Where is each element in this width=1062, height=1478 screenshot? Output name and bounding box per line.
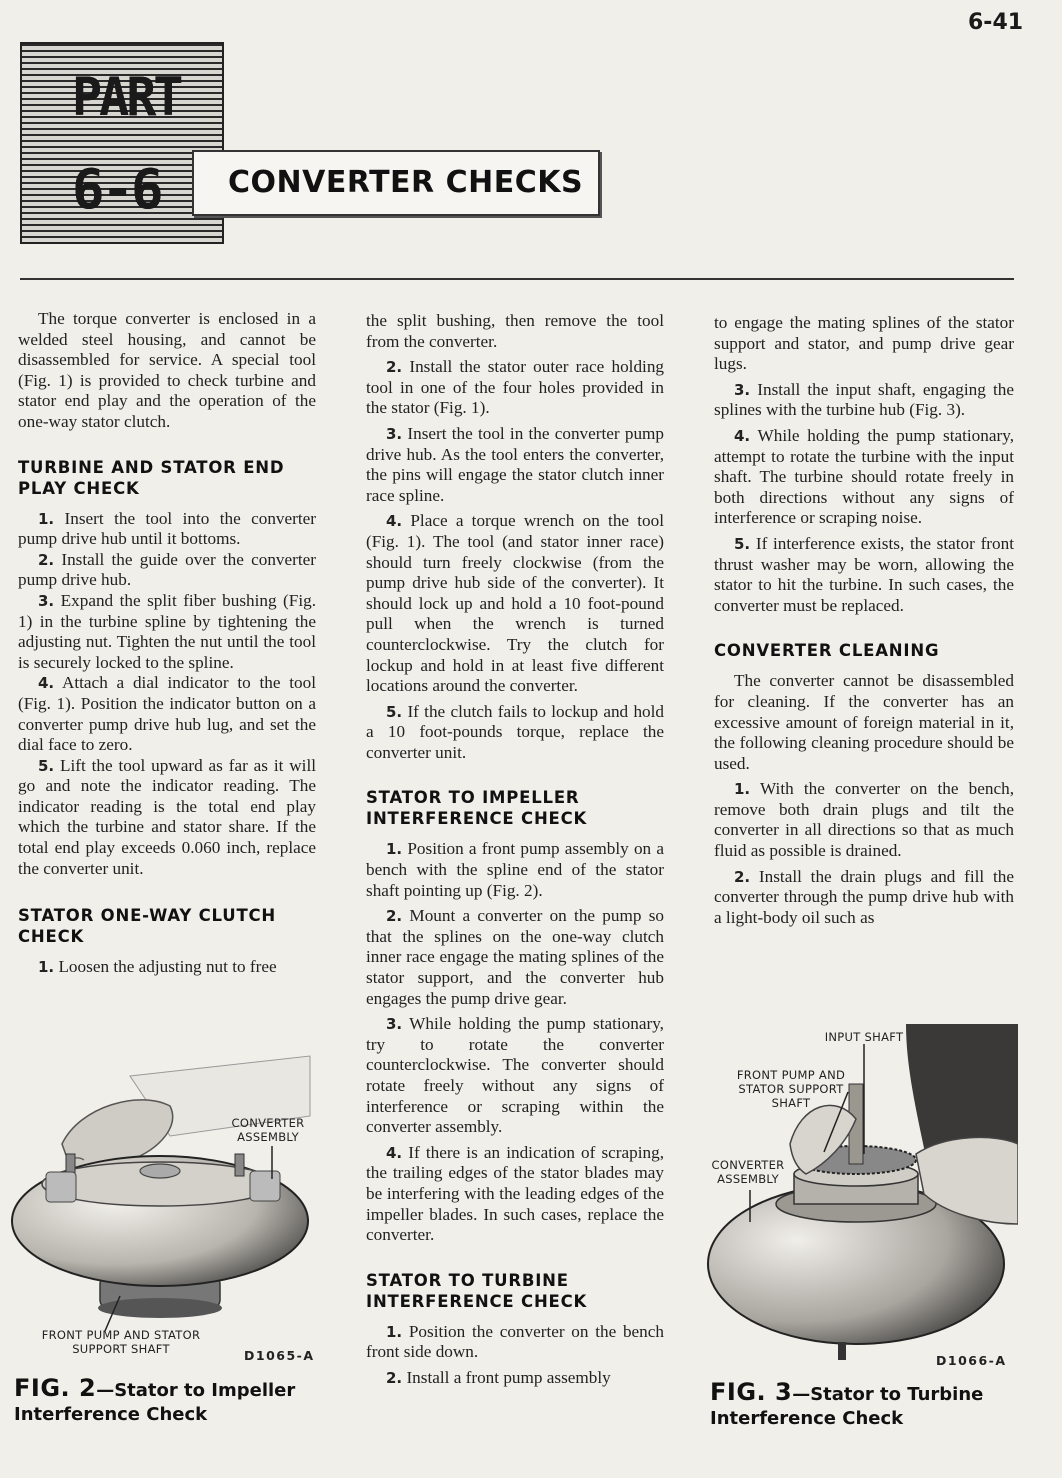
- step-text: Position a front pump assembly on a bench with the spline end of the stator shaft pointing up (Fig. 2).: [366, 839, 664, 900]
- step-text: Install a front pump assembly: [406, 1367, 611, 1387]
- step-paragraph: [714, 426, 1014, 529]
- step-number: 2.: [734, 867, 751, 886]
- step-number: 4.: [734, 426, 751, 445]
- caption-text: —Stator to Impeller Interference Check: [14, 1380, 296, 1425]
- figure-3: [706, 1024, 1018, 1440]
- step-number: 2.: [386, 907, 403, 926]
- step-paragraph: [366, 424, 664, 506]
- step-number: 3.: [734, 380, 751, 399]
- step-text: Insert the tool in the converter pump drive hub. As the tool enters the converter, the pins will engage the stator clutch inner race spline.: [366, 423, 665, 505]
- figure-caption: [710, 1380, 1010, 1431]
- step-text: Lift the tool upward as far as it will go and note the indicator reading. The indicator reading is the total end play which the turbine and stator share. If the total end play exceeds 0.060 inch, replace the converter unit.: [18, 755, 316, 878]
- step-paragraph: [18, 591, 316, 673]
- figure-code: D1065-A: [244, 1348, 315, 1363]
- step-paragraph: [366, 1143, 664, 1246]
- step-text: Position the converter on the bench front side down.: [366, 1321, 664, 1362]
- step-number: 3.: [38, 591, 55, 610]
- caption-fig-number: FIG. 3: [710, 1378, 793, 1406]
- step-number: 3.: [386, 1015, 403, 1034]
- step-number: 4.: [38, 674, 55, 693]
- heading-stator-impeller-interference: STATOR TO IMPELLER INTERFERENCE CHECK: [366, 788, 588, 829]
- cleaning-intro: The converter cannot be disassembled for cleaning. If the converter has an excessive amount of foreign material in it, the following cleaning procedure should be used.: [714, 671, 1014, 773]
- step-number: 1.: [386, 1322, 403, 1341]
- step-paragraph: [18, 550, 316, 591]
- label-front-pump-shaft: FRONT PUMP AND STATOR SUPPORT SHAFT: [41, 1328, 201, 1356]
- step-number: 1.: [386, 840, 403, 859]
- column-3: [714, 313, 1014, 928]
- step-text: Install the input shaft, engaging the splines with the turbine hub (Fig. 3).: [714, 379, 1015, 420]
- step-text: With the converter on the bench, remove both drain plugs and tilt the converter in all directions so that as much fluid as possible is drained.: [714, 779, 1014, 861]
- step-text: Place a torque wrench on the tool (Fig. 1). The tool (and stator inner race) should turn freely clockwise (from the pump drive hub side of the converter). It should lock up and hold a 10 foot-pound pull when the wrench is turned counterclockwise. Try the clutch for lockup and hold in at least five different locations around the converter.: [366, 511, 665, 696]
- heading-converter-cleaning: CONVERTER CLEANING: [714, 641, 940, 661]
- label-front-pump-shaft: FRONT PUMP AND STATOR SUPPORT SHAFT: [736, 1068, 846, 1110]
- step-paragraph: [366, 702, 664, 764]
- step-number: 2.: [386, 1368, 403, 1387]
- title-box: [192, 150, 600, 216]
- step-paragraph: [366, 1014, 664, 1138]
- step-paragraph: [366, 906, 664, 1009]
- label-converter-assembly: CONVERTER ASSEMBLY: [711, 1158, 785, 1186]
- step-text: Install the drain plugs and fill the converter through the pump drive hub with a light-body oil such as: [714, 866, 1014, 927]
- page-number: 6-41: [968, 10, 1024, 35]
- step-paragraph: [18, 509, 316, 550]
- step-paragraph: [714, 380, 1014, 421]
- heading-stator-one-way-clutch: STATOR ONE-WAY CLUTCH CHECK: [18, 906, 277, 947]
- step-number: 1.: [734, 780, 751, 799]
- header-rule: [20, 278, 1014, 280]
- intro-paragraph: The torque converter is enclosed in a welded steel housing, and cannot be disassembled for service. A special tool (Fig. 1) is provided to check turbine and stator end play and the operation of the one-way stator clutch.: [18, 309, 316, 431]
- step-paragraph: [18, 957, 316, 978]
- label-input-shaft: INPUT SHAFT: [824, 1030, 904, 1044]
- step-text: If the clutch fails to lockup and hold a 10 foot-pounds torque, replace the converter unit.: [366, 701, 664, 762]
- step-paragraph: [366, 839, 664, 901]
- step-text: Insert the tool into the converter pump drive hub until it bottoms.: [18, 508, 317, 549]
- step-paragraph: [366, 1322, 664, 1363]
- step-number: 3.: [386, 424, 403, 443]
- step-continuation: the split bushing, then remove the tool from the converter.: [366, 311, 664, 351]
- heading-stator-turbine-interference: STATOR TO TURBINE INTERFERENCE CHECK: [366, 1270, 588, 1311]
- step-continuation: to engage the mating splines of the stator support and stator, and pump drive gear lugs.: [714, 313, 1014, 374]
- step-number: 5.: [734, 534, 751, 553]
- step-text: Loosen the adjusting nut to free: [58, 957, 277, 977]
- part-word: PART: [72, 66, 181, 128]
- figure-2: [10, 1046, 320, 1436]
- step-number: 5.: [38, 756, 55, 775]
- heading-turbine-stator-end-play: TURBINE AND STATOR END PLAY CHECK: [18, 457, 285, 498]
- step-number: 2.: [386, 358, 403, 377]
- figure-caption: [14, 1376, 314, 1427]
- step-text: While holding the pump stationary, attempt to rotate the turbine with the input shaft. The turbine should rotate freely in both directions without any signs of interference or scraping noise.: [714, 425, 1014, 528]
- step-number: 1.: [38, 509, 55, 528]
- column-2: [366, 311, 664, 1389]
- step-text: While holding the pump stationary, try to rotate the converter counterclockwise. The converter should rotate freely without any signs of interference or scraping within the converter assembly.: [366, 1014, 664, 1137]
- page-title: CONVERTER CHECKS: [228, 165, 584, 200]
- step-number: 4.: [386, 512, 403, 531]
- converter-on-pump-illustration: [10, 1046, 320, 1346]
- step-paragraph: [18, 756, 316, 880]
- column-1: [18, 309, 316, 978]
- step-paragraph: [366, 357, 664, 419]
- step-paragraph: [366, 511, 664, 696]
- step-paragraph: [714, 534, 1014, 616]
- step-number: 5.: [386, 702, 403, 721]
- label-converter-assembly: CONVERTER ASSEMBLY: [231, 1116, 305, 1144]
- step-text: Install the guide over the converter pump drive hub.: [18, 549, 316, 590]
- figure-code: D1066-A: [936, 1353, 1007, 1368]
- caption-text: —Stator to Turbine Interference Check: [710, 1384, 984, 1429]
- step-text: Attach a dial indicator to the tool (Fig. 1). Position the indicator button on a converter pump drive hub lug, and set the dial face to zero.: [18, 673, 316, 755]
- part-number: 6-6: [72, 158, 161, 221]
- step-text: Install the stator outer race holding tool in one of the four holes provided in the stator (Fig. 1).: [366, 357, 665, 418]
- step-paragraph: [714, 867, 1014, 929]
- caption-fig-number: FIG. 2: [14, 1374, 97, 1402]
- step-number: 4.: [386, 1143, 403, 1162]
- step-text: Mount a converter on the pump so that the splines on the one-way clutch inner race engage the mating splines of the stator support, and the converter hub engages the pump drive gear.: [366, 906, 665, 1008]
- step-paragraph: [18, 673, 316, 755]
- step-text: If interference exists, the stator front thrust washer may be worn, allowing the stator to hit the turbine. In such cases, the converter must be replaced.: [714, 533, 1014, 615]
- step-number: 1.: [38, 958, 55, 977]
- step-text: Expand the split fiber bushing (Fig. 1) in the turbine spline by tightening the adjusting nut. Tighten the nut until the tool is securely locked to the spline.: [18, 590, 317, 672]
- step-paragraph: [366, 1368, 664, 1389]
- step-number: 2.: [38, 550, 55, 569]
- step-text: If there is an indication of scraping, the trailing edges of the stator blades may be interfering with the leading edges of the impeller blades. In such cases, replace the converter.: [366, 1142, 665, 1245]
- step-paragraph: [714, 779, 1014, 861]
